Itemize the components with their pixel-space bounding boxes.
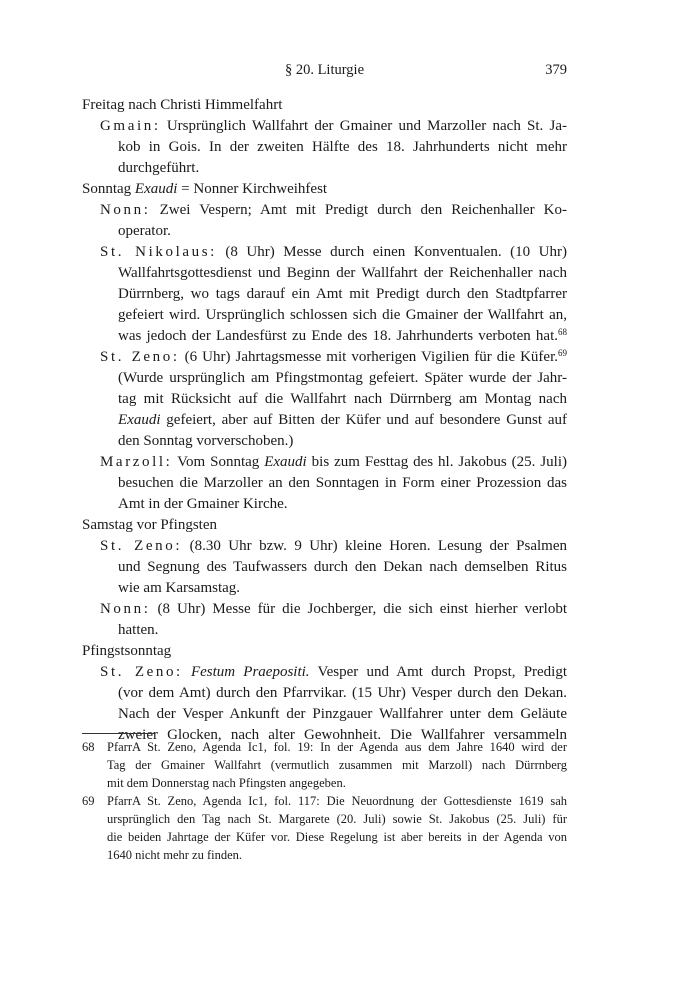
place-name: Nonn:: [100, 202, 151, 218]
main-text: [82, 95, 567, 746]
footnote-ref: 68: [558, 327, 567, 337]
place-name: St. Zeno:: [100, 538, 183, 554]
day-heading: Sonntag Exaudi = Nonner Kirchweihfest: [82, 181, 328, 197]
entry-line: den Sonntag vorverschoben.): [118, 433, 294, 449]
entry-line: wie am Karsamstag.: [118, 580, 241, 596]
entry-line: Gmain: Ursprünglich Wallfahrt der Gmainer und Marzoller nach St. Ja-: [100, 118, 567, 134]
place-name: St. Zeno:: [100, 349, 180, 365]
footnote-number: 69: [82, 794, 95, 808]
footnote-line: 1640 nicht mehr zu finden.: [107, 848, 243, 862]
footnote-line: Tag der Gmainer Wallfahrt (vermutlich zusammen mit Marzoll) nach Dürrnberg: [107, 758, 567, 772]
footnote-line: mit dem Donnerstag nach Pfingsten angegeben.: [107, 776, 346, 790]
place-name: Marzoll:: [100, 454, 173, 470]
day-heading: Pfingstsonntag: [82, 643, 172, 659]
entry-line: tag mit Rücksicht auf die Wallfahrt nach Dürrnberg am Montag nach: [118, 391, 567, 407]
entry-line: zweier Glocken, nach alter Gewohnheit. Die Wallfahrer versammeln: [118, 727, 567, 743]
place-name: St. Zeno:: [100, 664, 183, 680]
running-head: [82, 62, 567, 84]
footnote: [82, 738, 567, 792]
place-name: Nonn:: [100, 601, 151, 617]
entry-line: besuchen die Marzoller an den Sonntagen in Form einer Prozession das: [118, 475, 567, 491]
entry-line: (vor dem Amt) durch den Pfarrvikar. (15 Uhr) Vesper durch den Dekan.: [118, 685, 567, 701]
page-number: 379: [545, 62, 567, 78]
entry-line: gefeiert wird. Ursprünglich schlossen sich die Gmainer der Wallfahrt an,: [118, 307, 567, 323]
entry-line: Nach der Vesper Ankunft der Pinzgauer Wallfahrer unter dem Geläute: [118, 706, 567, 722]
entry-line: Amt in der Gmainer Kirche.: [118, 496, 288, 512]
entry-line: Marzoll: Vom Sonntag Exaudi bis zum Festtag des hl. Jakobus (25. Juli): [100, 454, 568, 470]
footnote-ref: 69: [558, 348, 568, 358]
entry-line: operator.: [118, 223, 171, 239]
footnote-line: die beiden Jahrtage der Küfer vor. Diese Regelung ist aber bereits in der Agenda von: [107, 830, 567, 844]
running-head-title: § 20. Liturgie: [284, 62, 365, 78]
place-name: Gmain:: [100, 118, 161, 134]
day-heading: Samstag vor Pfingsten: [82, 517, 217, 533]
entry-line: Exaudi gefeiert, aber auf Bitten der Küfer und auf besondere Gunst auf: [118, 412, 567, 428]
place-name: St. Nikolaus:: [100, 244, 217, 260]
entry-line: kob in Gois. In der zweiten Hälfte des 18. Jahrhunderts nicht mehr: [118, 139, 567, 155]
entry-line: St. Zeno: (6 Uhr) Jahrtagsmesse mit vorherigen Vigilien für die Küfer.$^{69}$: [100, 348, 568, 365]
entry-line: und Segnung des Taufwassers durch den Dekan nach demselben Ritus: [118, 559, 567, 575]
entry-line: St. Zeno: (8.30 Uhr bzw. 9 Uhr) kleine Horen. Lesung der Psalmen: [100, 538, 567, 554]
footnote-line: PfarrA St. Zeno, Agenda Ic1, fol. 19: In der Agenda aus dem Jahre 1640 wird der: [107, 740, 567, 754]
entry-line: Nonn: (8 Uhr) Messe für die Jochberger, die sich einst hierher verlobt: [100, 601, 568, 617]
entry-line: St. Zeno: Festum Praepositi. Vesper und Amt durch Propst, Predigt: [100, 664, 568, 680]
footnote: [82, 792, 567, 864]
footnote-number: 68: [82, 740, 95, 754]
entry-line: Wallfahrtsgottesdienst und Beginn der Wallfahrt der Reichenhaller nach: [118, 265, 567, 281]
day-heading: Freitag nach Christi Himmelfahrt: [82, 97, 283, 113]
entry-line: hatten.: [118, 622, 159, 638]
entry-line: St. Nikolaus: (8 Uhr) Messe durch einen Konventualen. (10 Uhr): [100, 244, 567, 260]
footnote-line: PfarrA St. Zeno, Agenda Ic1, fol. 117: Die Neuordnung der Gottesdienste 1619 sah: [107, 794, 567, 808]
entry-line: Dürrnberg, wo tags darauf ein Amt mit Predigt durch den Stadtpfarrer: [118, 286, 567, 302]
entry-line: durchgeführt.: [118, 160, 200, 176]
entry-line: Nonn: Zwei Vespern; Amt mit Predigt durch den Reichenhaller Ko-: [100, 202, 568, 218]
entry-line: (Wurde ursprünglich am Pfingstmontag gefeiert. Später wurde der Jahr-: [118, 370, 567, 386]
entry-line: was jedoch der Landesfürst zu Ende des 18. Jahrhunderts verboten hat.$^{68}$: [118, 327, 567, 344]
footnote-line: ursprünglich den Tag nach St. Margarete (20. Juli) sowie St. Jakobus (25. Juli) für: [107, 812, 567, 826]
footnotes: [82, 738, 567, 864]
footnote-separator: [82, 733, 155, 734]
